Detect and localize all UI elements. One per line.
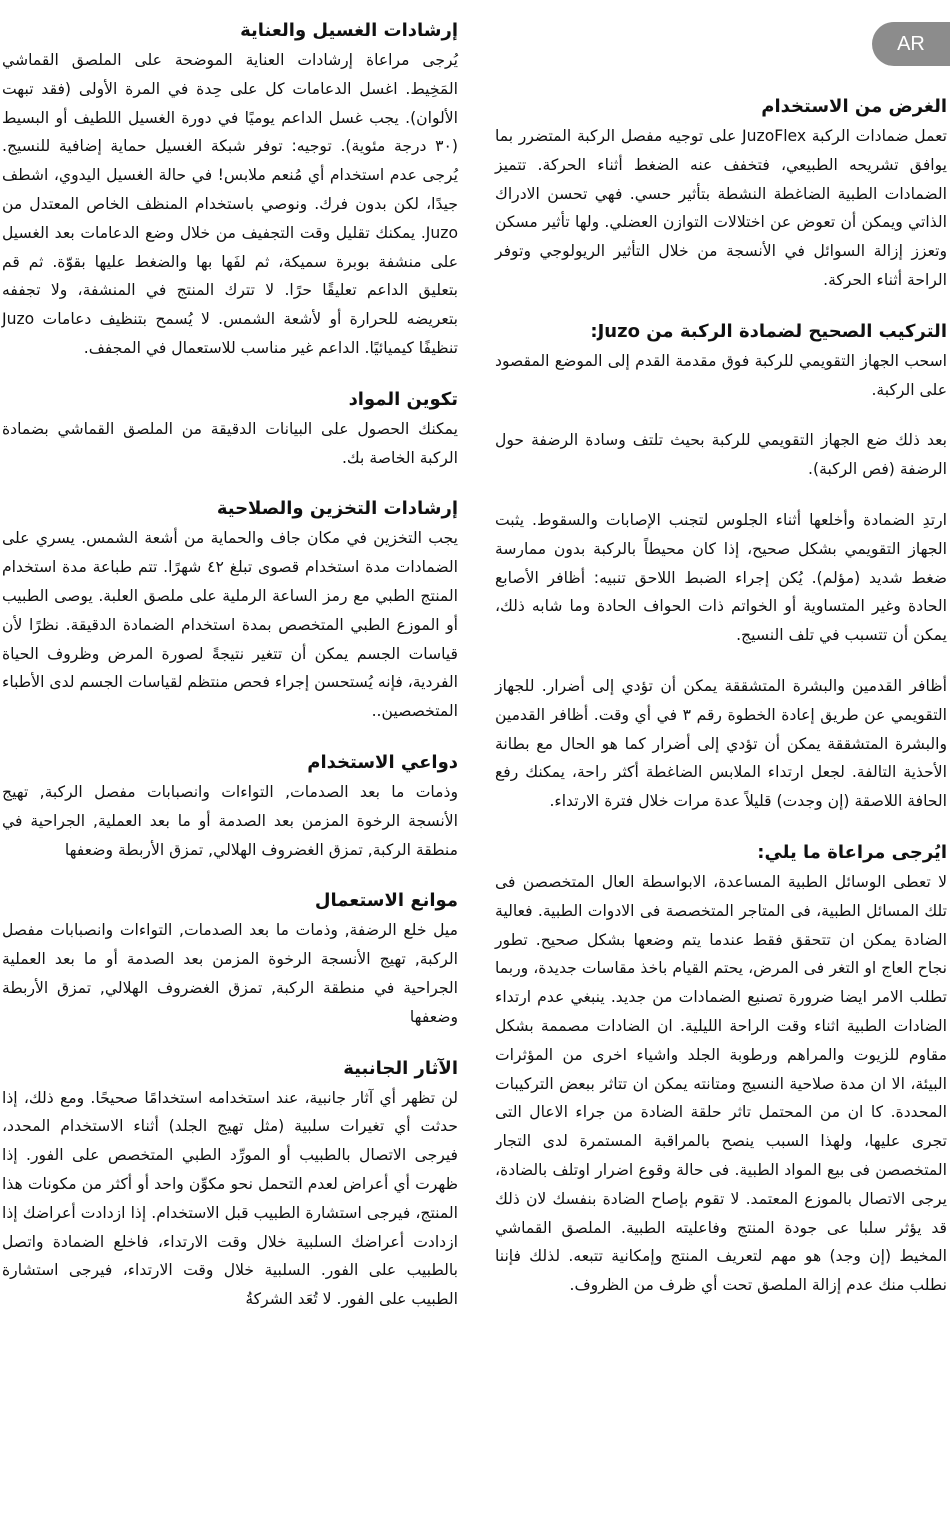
left-column	[2, 0, 458, 1336]
section-heading: الآثار الجانبية	[343, 1057, 458, 1079]
section-paragraph: ميل خلع الرضفة, وذمات ما بعد الصدمات, التواءات وانصبابات مفصل الركبة, تهيج الأنسجة الرخوة المزمن بعد الصدمة أو ما بعد العملية الجراحية في منطقة الركبة, تمزق الغضروف الهلالي, تمزق الأربطة وضعفها	[2, 921, 458, 1026]
section-indications	[2, 748, 458, 864]
section-heading: ايُرجى مراعاة ما يلي:	[757, 841, 947, 863]
section-paragraph: اسحب الجهاز التقويمي للركبة فوق مقدمة القدم إلى الموضع المقصود على الركبة.	[495, 351, 947, 399]
section-paragraph: لن تظهر أي آثار جانبية، عند استخدامه استخدامًا صحيحًا. ومع ذلك، إذا حدثت أي تغيرات سلبية (مثل تهيج الجلد) أثناء الاستخدام المحدد، فيرجى الاتصال بالطبيب أو المورِّد الطبي المتخصص على الفور. إذا ظهرت أي أعراض لعدم التحمل نحو مكوِّن واحد أو أكثر من مكونات هذا المنتج، فيرجى استشارة الطبيب قبل الاستخدام. إذا ازدادت أعراضك إذا ازدادت أعراضك السلبية خلال وقت الارتداء، فاخلع الضمادة واتصل بالطبيب على الفور. السلبية خلال وقت الارتداء، فيرجى استشارة الطبيب على الفور. لا تُعَد الشركةُ	[2, 1088, 458, 1309]
section-paragraph: وذمات ما بعد الصدمات, التواءات وانصبابات مفصل الركبة, تهيج الأنسجة الرخوة المزمن بعد الصدمة أو ما بعد العملية, الجراحية في منطقة الركبة, تمزق الغضروف الهلالي, تمزق الأربطة وضعفها	[2, 782, 458, 859]
right-column	[495, 0, 947, 1322]
section-paragraph: تعمل ضمادات الركبة JuzoFlex على توجيه مفصل الركبة المتضرر بما يوافق تشريحه الطبيعي، فتخفف عنه الضغط أثناء الحركة. تتميز الضمادات الطبية الضاغطة النشطة بتأثير حسي. فهي تحسن الادراك الذاتي ويمكن أن تعوض عن اختلالات التوازن العضلي. ولها تأثير مسكن وتعزز إزالة السوائل في الأنسجة من خلال التأثير الريولوجي وتوفر الراحة أثناء الحركة.	[495, 127, 947, 289]
section-paragraph: يجب التخزين في مكان جاف والحماية من أشعة الشمس. يسري على الضمادات مدة استخدام قصوى تبلغ ٤٢ شهرًا. تتم طباعة مدة استخدام المنتج الطبي مع رمز الساعة الرملية على ملصق العلبة. يوصى الطبيب أو الموزع الطبي المتخصص بمدة استخدام الضمادة الدقيقة. نظرًا لأن قياسات الجسم يمكن أن تتغير نتيجةً لصورة المرض وظروف الحياة الفردية، فإنه يُستحسن إجراء فحص منتظم لقياسات الجسم لدى الأطباء المتخصصين..	[2, 529, 458, 721]
section-paragraph: أظافر القدمين والبشرة المتشققة يمكن أن تؤدي إلى أضرار. للجهاز التقويمي عن طريق إعادة الخطوة رقم ٣ في أي وقت. أظافر القدمين والبشرة المتشققة يمكن أن تؤدي إلى أضرار كما هو الحال مع بطانة الأحذية التالفة. لجعل ارتداء الملابس الضاغطة أكثر راحة، يمكنك رفع الحافة اللاصقة (إن وجدت) قليلاً عدة مرات خلال فترة الارتداء.	[495, 676, 947, 811]
section-paragraph: ارتدِ الضمادة وأخلعها أثناء الجلوس لتجنب الإصابات والسقوط. يثبت الجهاز التقويمي بشكل صحيح، إذا كان محيطاً بالركبة بدون ممارسة ضغط شديد (مؤلم). يُكن إجراء الضبط اللاحق تنبيه: أظافر الأصابع الحادة وغير المتساوية أو الخواتم ذات الحواف الحادة وما شابه ذلك، يمكن أن تتسبب في تلف النسيج.	[495, 510, 947, 645]
section-heading: الغرض من الاستخدام	[761, 96, 947, 117]
section-heading: دواعي الاستخدام	[307, 751, 458, 773]
section-material-composition	[2, 385, 458, 473]
section-side-effects	[2, 1054, 458, 1314]
section-washing-care	[2, 16, 458, 363]
section-heading: موانع الاستعمال	[314, 890, 458, 912]
section-storage-shelf-life	[2, 494, 458, 726]
section-paragraph: يُرجى مراعاة إرشادات العناية الموضحة على الملصق القماشي المَخِيط. اغسل الدعامات كل على حِدة في المرة الأولى (فقد تبهت الألوان). يجب غسل الداعم يوميًا في دورة الغسيل اللطيف أو البسيط (٣٠ درجة مئوية). توجيه: توفر شبكة الغسيل حماية إضافية للنسيج. يُرجى عدم استخدام أي مُنعم ملابس! في حالة الغسيل اليدوي، اشطف جيدًا، لكن بدون فرك. ونوصي باستخدام المنظف الخاص المعتدل من Juzo. يمكنك تقليل وقت التجفيف من خلال وضع الدعامات بعد الغسيل على منشفة بوبرة سميكة، ثم لفَها بها والضغط عليها بقوّة. ثم قم بتعليق الداعم تعليقًا حرًا. لا تترك المنتج في المنشفة، ولا تجففه بتعريضه للحرارة أو لأشعة الشمس. لا يُسمح بتنظيف دعامات Juzo تنظيفًا كيميائيًا. الداعم غير مناسب للاستعمال في المجفف.	[2, 51, 458, 357]
section-heading: التركيب الصحيح لضمادة الركبة من Juzo:	[590, 320, 947, 342]
section-please-note	[495, 838, 947, 1300]
section-heading: إرشادات الغسيل والعناية	[240, 20, 458, 41]
section-paragraph: يمكنك الحصول على البيانات الدقيقة من الملصق القماشي بضمادة الركبة الخاصة بك.	[2, 419, 458, 467]
section-heading: تكوين المواد	[348, 388, 458, 410]
section-intended-use	[495, 92, 947, 295]
section-paragraph: لا تعطى الوسائل الطبية المساعدة، الابواسطة العال المتخصصن فى تلك المسائل الطبية، فى المتاجر المتخصصة فى الادوات الطبية. فعالية الضادة يمكن ان تتحقق فقط عندما يتم وضعها بشكل صحيح. تطور نجاح العاج او التغر فى المرض، يحتم القيام باخذ مقاسات جديدة، وربما تطلب الامر ايضا ضرورة تصنيع الضمادات من جديد. ينبغي عدم ارتداء الضادات الطبية اثناء وقت الراحة الليلية. ان الضادات مصممة بشكل مقاوم للزيوت والمراهم ورطوبة الجلد واشياء اخرى من المؤثرات البيئة، الا ان مدة صلاحية النسيج ومتانته يمكن ان تتاثر ببعض التركيبات المحددة. كا ان من المحتمل تاثر حلقة الضادة من جراء الاعال التى تجرى عليها، ولهذا السبب ينصح بالمراقبة المستمرة لدى التجار المتخصصن فى بيع المواد الطبية. فى حالة وقوع اضرار اوتلف بالضادة، يرجى الاتصال بالموزع المعتمد. لا تقوم بإصاح الضادة بنفسك لان ذلك قد يؤثر سلبا عى جودة المنتج وفاعليته الطبية. الملصق القماشي المخيط (إن وجد) هو مهم لتعريف المنتج وإمكانية تتبعه. لذلك فإننا نطلب منك عدم إزالة الملصق تحت أي ظرف من الظروف.	[495, 872, 947, 1295]
section-correct-fitting	[495, 317, 947, 816]
section-contraindications	[2, 886, 458, 1031]
section-heading: إرشادات التخزين والصلاحية	[216, 498, 458, 520]
section-paragraph: بعد ذلك ضع الجهاز التقويمي للركبة بحيث تلتف وسادة الرضفة حول الرضفة (فص الركبة).	[495, 431, 947, 479]
language-badge: AR	[872, 22, 950, 66]
